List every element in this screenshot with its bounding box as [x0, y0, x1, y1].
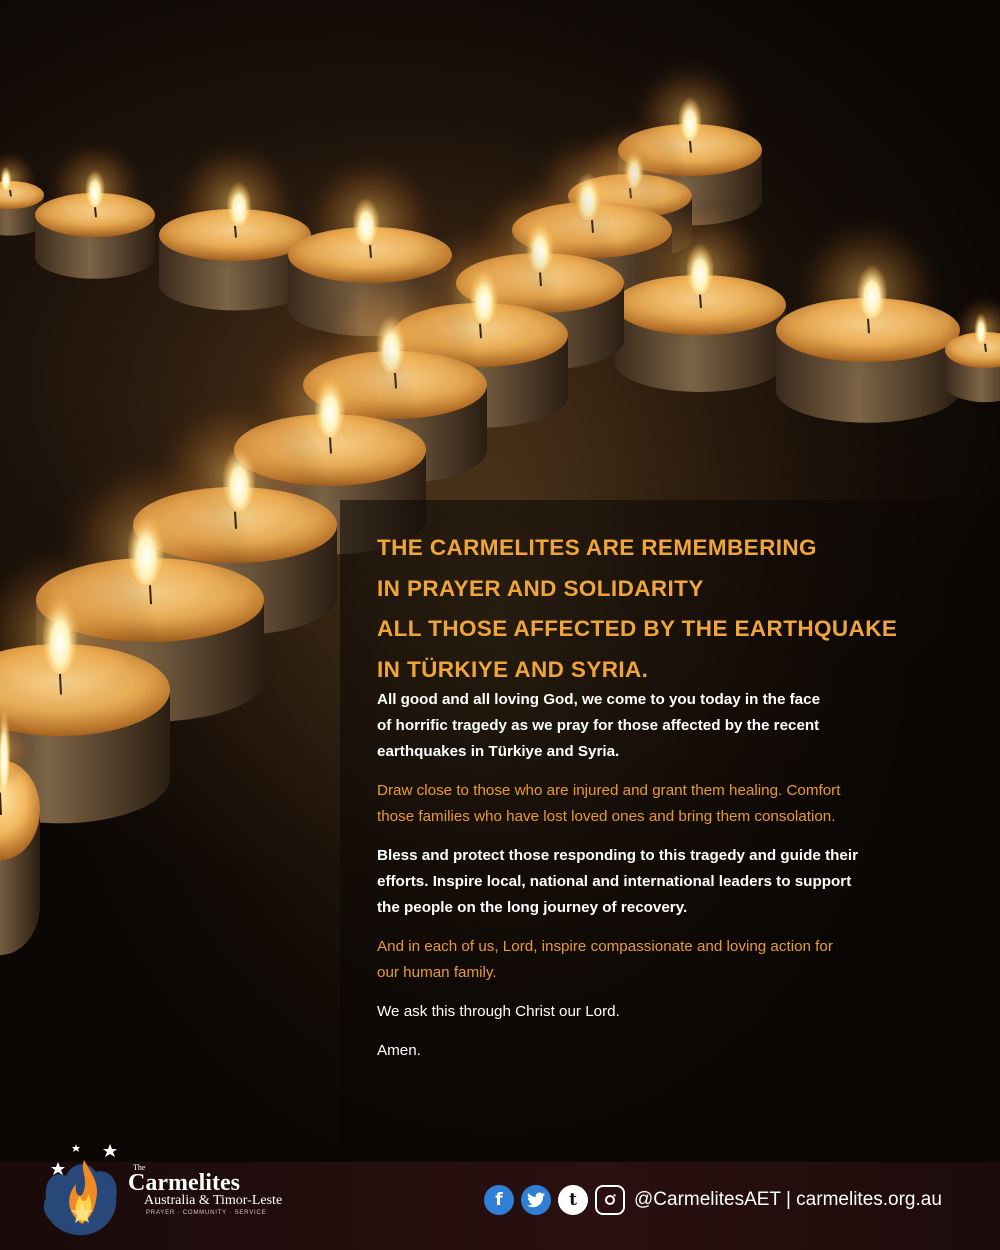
prayer-line: efforts. Inspire local, national and international leaders to support [377, 873, 852, 890]
candle [35, 135, 155, 279]
carmelites-logo-icon [36, 1140, 128, 1240]
tumblr-icon[interactable]: t [558, 1185, 588, 1215]
prayer-paragraph-responders [377, 843, 977, 921]
prayer-line: earthquakes in Türkiye and Syria. [377, 743, 620, 760]
prayer-paragraph-compassion [377, 934, 977, 986]
prayer-line: the people on the long journey of recovery. [377, 899, 688, 916]
prayer-line: our human family. [377, 964, 497, 981]
prayer-line: Draw close to those who are injured and grant them healing. Comfort [377, 782, 841, 799]
headline-line: IN PRAYER AND SOLIDARITY [377, 575, 704, 601]
headline-line: THE CARMELITES ARE REMEMBERING [377, 535, 817, 560]
prayer-text [377, 687, 977, 1077]
headline-line: IN TÜRKIYE AND SYRIA. [377, 656, 649, 682]
prayer-paragraph-healing [377, 778, 977, 830]
brand-tagline: PRAYER · COMMUNITY · SERVICE [146, 1210, 267, 1216]
brand-subtitle: Australia & Timor-Leste [144, 1193, 283, 1208]
headline-line: ALL THOSE AFFECTED BY THE EARTHQUAKE [377, 616, 898, 641]
twitter-icon[interactable] [521, 1185, 551, 1215]
prayer-line: All good and all loving God, we come to you today in the face [377, 691, 821, 708]
headline [377, 528, 977, 690]
prayer-amen: Amen. [377, 1042, 421, 1059]
prayer-line: And in each of us, Lord, inspire compassionate and loving action for [377, 938, 833, 955]
prayer-line: of horrific tragedy as we pray for those affected by the recent [377, 717, 820, 734]
facebook-icon[interactable]: f [484, 1185, 514, 1215]
social-handle-and-website[interactable]: @CarmelitesAET | carmelites.org.au [634, 1189, 942, 1210]
prayer-line: Bless and protect those responding to this tragedy and guide their [377, 847, 858, 864]
candle [776, 209, 960, 423]
prayer-closing: We ask this through Christ our Lord. [377, 1003, 620, 1020]
brand-name: Carmelites [128, 1170, 240, 1196]
candle [614, 192, 786, 392]
instagram-icon[interactable] [595, 1185, 625, 1215]
brand-the: The [133, 1163, 146, 1172]
social-links [484, 1184, 942, 1216]
prayer-paragraph-opening [377, 687, 977, 765]
prayer-line: those families who have lost loved ones and bring them consolation. [377, 808, 836, 825]
